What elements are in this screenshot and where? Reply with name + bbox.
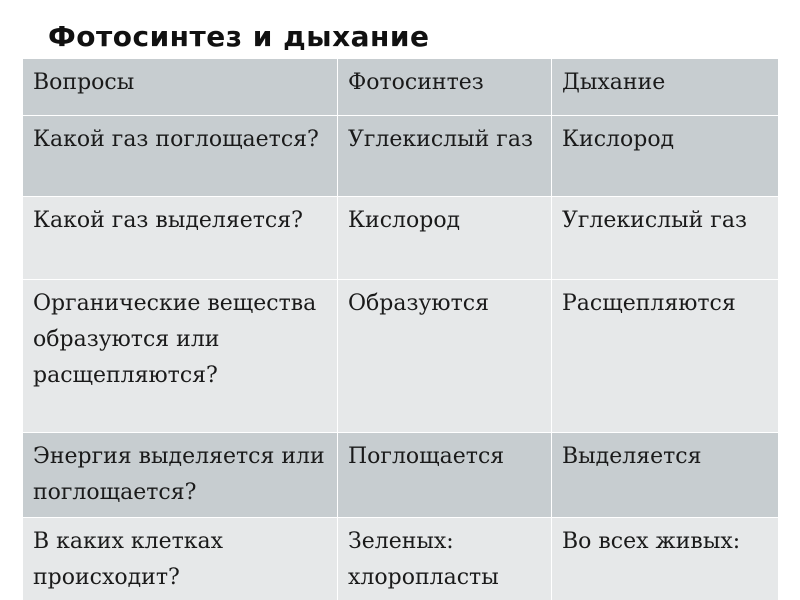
- question-cell: Какой газ выделяется?: [23, 197, 338, 280]
- photosynthesis-cell: Образуются: [338, 280, 552, 433]
- table-row: [23, 280, 779, 433]
- respiration-cell: Углекислый газ: [552, 197, 779, 280]
- table-row: [23, 197, 779, 280]
- question-cell: Какой газ поглощается?: [23, 116, 338, 197]
- respiration-cell: Во всех живых:: [552, 518, 779, 600]
- question-cell: Энергия выделяется или поглощается?: [23, 433, 338, 518]
- table-header-row: [23, 59, 779, 116]
- photosynthesis-cell: Поглощается: [338, 433, 552, 518]
- respiration-cell: Кислород: [552, 116, 779, 197]
- table-row: [23, 518, 779, 600]
- question-cell: В каких клетках происходит?: [23, 518, 338, 600]
- respiration-cell: Выделяется: [552, 433, 779, 518]
- photosynthesis-cell: Кислород: [338, 197, 552, 280]
- table-row: [23, 433, 779, 518]
- slide-title: Фотосинтез и дыхание: [48, 20, 430, 53]
- header-respiration: Дыхание: [552, 59, 779, 116]
- photosynthesis-cell: Углекислый газ: [338, 116, 552, 197]
- table-row: [23, 116, 779, 197]
- header-questions: Вопросы: [23, 59, 338, 116]
- comparison-table: [22, 58, 779, 600]
- header-photosynthesis: Фотосинтез: [338, 59, 552, 116]
- respiration-cell: Расщепляются: [552, 280, 779, 433]
- question-cell: Органические вещества образуются или расщепляются?: [23, 280, 338, 433]
- photosynthesis-cell: Зеленых: хлоропласты: [338, 518, 552, 600]
